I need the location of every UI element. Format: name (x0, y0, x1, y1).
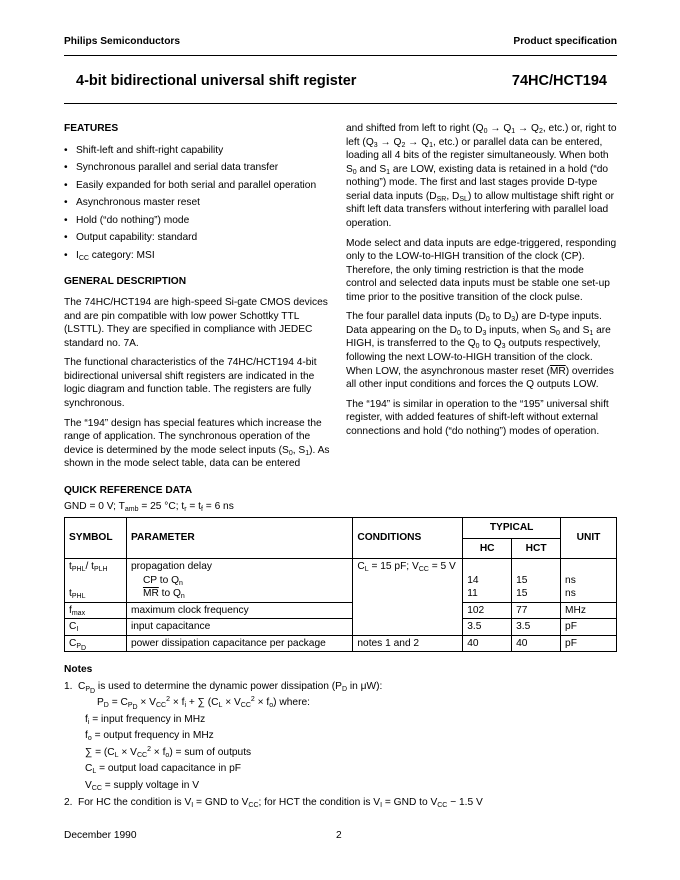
cell-parameter: input capacitance (126, 619, 352, 636)
note-formula: $P_D = C_{P_D} \times V_{CC}^2 \times f_i$ + ∑ $(C_L \times V_{CC}^2 \times f_o)$ where: (97, 696, 310, 712)
col-header-hct: HCT (512, 539, 561, 559)
cell-hct: 15 15 (512, 559, 561, 603)
description-paragraph: Mode select and data inputs are edge-triggered, responding only to the LOW-to-HIGH transition of the clock (CP). Therefore, the only timing restriction is that the mode control and selected data inputs must be stable one set-up time prior to the positive transition of the clock pulse. (346, 237, 617, 303)
feature-item: • Asynchronous master reset (64, 196, 335, 210)
col-header-typical: TYPICAL (463, 518, 561, 539)
feature-item: • Synchronous parallel and serial data transfer (64, 161, 335, 175)
general-paragraph: The 74HC/HCT194 are high-speed Si-gate CMOS devices and are pin compatible with low power Schottky TTL (LSTTL). They are specified in compliance with JEDEC standard no. 7A. (64, 297, 328, 349)
cell-conditions: $C_L = 15$ pF; $V_{CC} = 5$ V (353, 559, 463, 636)
document-type: Product specification (513, 36, 617, 47)
note-definition: $V_{CC}$ = supply voltage in V (85, 779, 200, 792)
left-column (64, 122, 335, 477)
quick-reference-table (64, 517, 617, 652)
cell-hc: 3.5 (463, 619, 512, 636)
features-list (64, 144, 335, 263)
note-definition: ∑ = $(C_L \times V_{CC}^2 \times f_o)$ = sum of outputs (85, 745, 252, 759)
cell-symbol: $C_{P_D}$ (65, 635, 127, 652)
general-paragraph: The functional characteristics of the 74HC/HCT194 4-bit bidirectional universal shift registers are indicated in the logic diagram and function table. The registers are fully synchronous. (64, 357, 317, 409)
feature-item: • Hold (“do nothing”) mode (64, 214, 335, 228)
document-title: 4-bit bidirectional universal shift register (76, 73, 357, 89)
description-paragraph: The four parallel data inputs ($D_0$ to $D_3$) are D-type inputs. Data appearing on the $D_0$ to $D_3$ inputs, when $S_0$ and $S_1$ are HIGH, is transferred to the $Q_0$ to $Q_3$ outputs respectively, following the next LOW-to-HIGH transition of the clock. When LOW, the asynchronous master reset $(\overline{MR})$ overrides all other input conditions and forces the Q outputs LOW. (346, 311, 614, 391)
note-1: 1. $C_{P_D}$ is used to determine the dynamic power dissipation ($P_D$ in μW): (64, 680, 383, 695)
general-paragraph: The “194” design has special features which increase the range of application. The synchronous operation of the device is determined by the mode select inputs ($S_0$, $S_1$). As shown in the mode select table, data can be entered (64, 417, 330, 470)
table-row (65, 559, 617, 603)
feature-item: • Easily expanded for both serial and parallel operation (64, 179, 335, 193)
col-header-unit: UNIT (561, 518, 617, 559)
title-rule (64, 103, 617, 104)
table-row (65, 619, 617, 636)
cell-unit: ns ns (561, 559, 617, 603)
cell-unit: pF (561, 619, 617, 636)
cell-hc: 40 (463, 635, 512, 652)
cell-conditions: notes 1 and 2 (353, 635, 463, 652)
note-2: 2. For HC the condition is $V_I$ = GND to $V_{CC}$; for HCT the condition is $V_I$ = GND to $V_{CC} - 1.5$ V (64, 796, 483, 809)
cell-unit: pF (561, 635, 617, 652)
header-rule (64, 55, 617, 56)
cell-parameter: maximum clock frequency (126, 602, 352, 619)
cell-hct: 77 (512, 602, 561, 619)
footer-date: December 1990 (64, 830, 137, 841)
company-name: Philips Semiconductors (64, 36, 181, 47)
cell-symbol: $f_{max}$ (65, 602, 127, 619)
table-row (65, 635, 617, 652)
cell-parameter: power dissipation capacitance per package (126, 635, 352, 652)
note-definition: $C_L$ = output load capacitance in pF (85, 763, 241, 776)
general-description-heading: GENERAL DESCRIPTION (64, 275, 187, 287)
features-heading: FEATURES (64, 123, 119, 134)
note-definition: $f_o$ = output frequency in MHz (85, 730, 214, 743)
cell-unit: MHz (561, 602, 617, 619)
quick-reference-section (64, 484, 617, 513)
col-header-conditions: CONDITIONS (353, 518, 463, 559)
notes-heading: Notes (64, 664, 93, 675)
cell-hc: 14 11 (463, 559, 512, 603)
cell-hc: 102 (463, 602, 512, 619)
cell-symbol: $t_{PHL}/$ $t_{PLH}$ $t_{PHL}$ (65, 559, 127, 603)
cell-symbol: $C_I$ (65, 619, 127, 636)
part-number: 74HC/HCT194 (511, 73, 607, 89)
description-paragraph: and shifted from left to right ($Q_0 \to Q_1 \to Q_2$, etc.) or, right to left ($Q_3 \to Q_2 \to Q_1$, etc.) or parallel data can be entered, loading all 4 bits of the register simultaneously. When both $S_0$ and $S_1$ are LOW, existing data is retained in a hold (“do nothing”) mode. The first and last stages provide D-type serial data inputs ($D_{SR}$, $D_{SL}$) to allow multistage shift right or shift left data transfers without interfering with parallel load operation. (346, 123, 617, 229)
quick-reference-conditions: GND = 0 V; $T_{amb} = 25$ °C; $t_r = t_f = 6$ ns (64, 500, 234, 513)
col-header-parameter: PARAMETER (126, 518, 352, 559)
col-header-hc: HC (463, 539, 512, 559)
feature-item: • $I_{CC}$ category: MSI (64, 249, 335, 263)
quick-reference-heading: QUICK REFERENCE DATA (64, 485, 193, 496)
cell-parameter: propagation delay CP to $Q_n$ $\overline{MR}$ to $Q_n$ (126, 559, 352, 603)
cell-hct: 40 (512, 635, 561, 652)
note-definition: $f_i$ = input frequency in MHz (85, 713, 206, 726)
page-number: 2 (336, 830, 342, 841)
notes-section (64, 663, 617, 812)
col-header-symbol: SYMBOL (65, 518, 127, 559)
feature-item: • Output capability: standard (64, 231, 335, 245)
description-paragraph: The “194” is similar in operation to the “195” universal shift register, with added features of shift-left without external connections and hold (“do nothing”) modes of operation. (346, 398, 609, 437)
table-row (65, 602, 617, 619)
feature-item: • Shift-left and shift-right capability (64, 144, 335, 158)
right-column (346, 122, 617, 444)
cell-hct: 3.5 (512, 619, 561, 636)
